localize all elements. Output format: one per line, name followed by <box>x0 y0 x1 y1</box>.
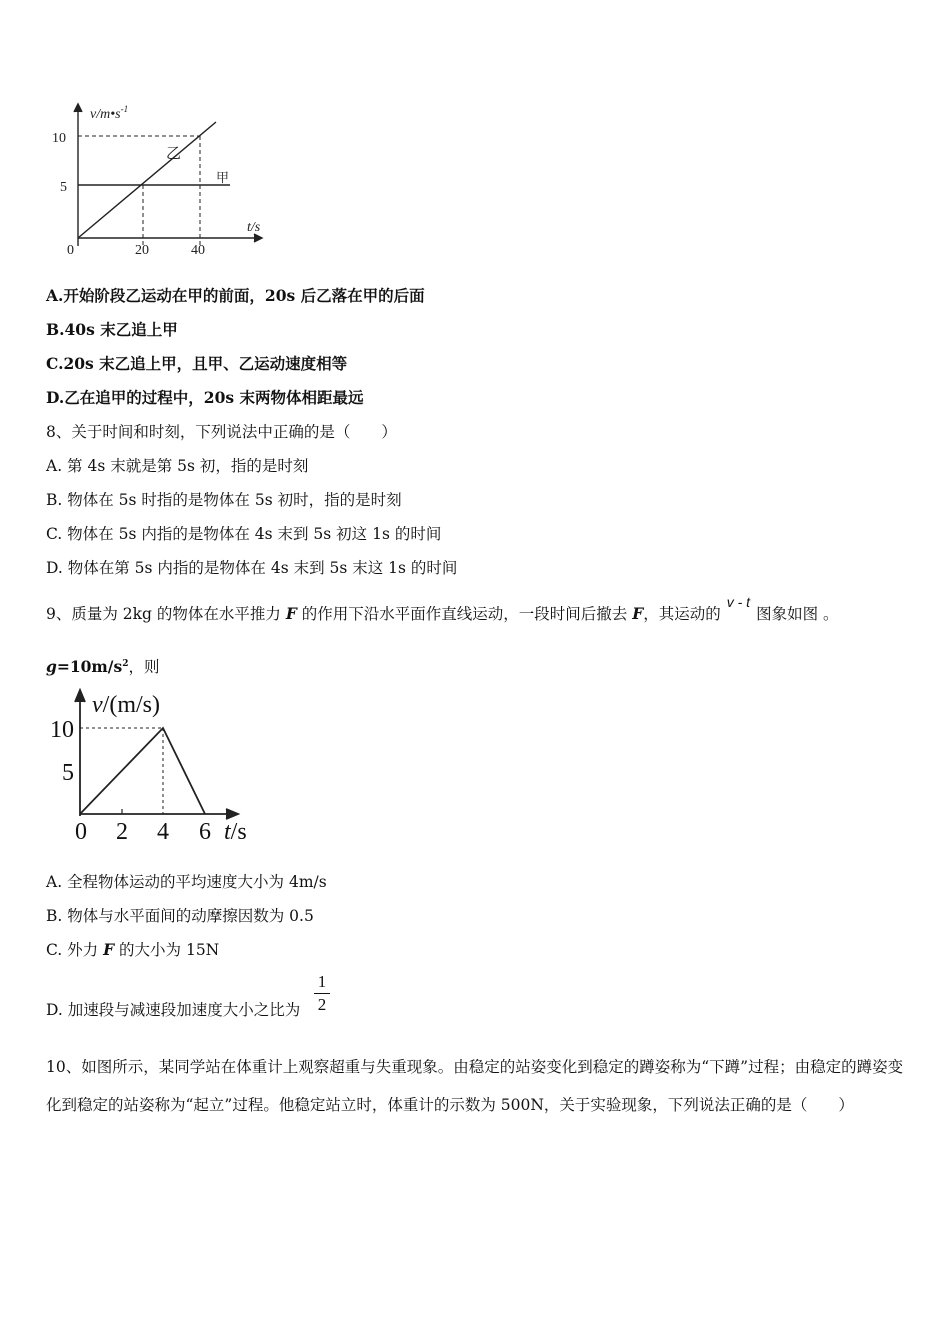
q10-stem: 10、如图所示，某同学站在体重计上观察超重与失重现象。由稳定的站姿变化到稳定的蹲姿称为“下蹲”过程；由稳定的蹲姿变化到稳定的站姿称为“起立”过程。他稳定站立时，体重计的示数为 500N，关于实验现象，下列说法正确的是（ ） <box>46 1058 904 1114</box>
q9-option-c: C. 外力 F 的大小为 15N <box>46 940 220 959</box>
y-axis-label: $v/m•s^{-1}$ <box>90 104 129 122</box>
y-axis-arrow <box>75 690 85 702</box>
x-tick-6: 6 <box>199 819 211 845</box>
q8-option-c: C. 物体在 5s 内指的是物体在 4s 末到 5s 初这 1s 的时间 <box>46 525 442 543</box>
y-axis-label: v/(m/s) <box>92 692 160 718</box>
y-tick-10: 10 <box>50 717 74 743</box>
y-axis-arrow <box>74 104 82 112</box>
q9-option-a: A. 全程物体运动的平均速度大小为 4m/s <box>46 873 327 891</box>
graph-jia-yi-vt <box>40 96 280 266</box>
x-axis-label: t/s <box>224 819 247 845</box>
x-tick-20: 20 <box>135 243 149 258</box>
y-tick-5: 5 <box>60 180 67 195</box>
x-axis-arrow <box>226 809 238 819</box>
x-tick-0: 0 <box>67 243 74 258</box>
line-yi <box>78 122 216 238</box>
q8-option-d: D. 物体在第 5s 内指的是物体在 4s 末到 5s 末这 1s 的时间 <box>46 559 458 577</box>
x-tick-0: 0 <box>75 819 87 845</box>
q7-option-c: C.20s 末乙追上甲，且甲、乙运动速度相等 <box>46 354 348 373</box>
x-tick-2: 2 <box>116 819 128 845</box>
y-tick-10: 10 <box>52 131 66 146</box>
label-yi: 乙 <box>166 146 182 162</box>
x-tick-40: 40 <box>191 243 205 258</box>
q8-option-a: A. 第 4s 末就是第 5s 初，指的是时刻 <box>46 457 309 475</box>
q8-stem: 8、关于时间和时刻，下列说法中正确的是（ ） <box>46 423 397 441</box>
q9-option-b: B. 物体与水平面间的动摩擦因数为 0.5 <box>46 907 314 925</box>
y-tick-5: 5 <box>62 760 74 786</box>
x-axis-label: t/s <box>247 220 261 235</box>
q7-option-d: D.乙在追甲的过程中，20s 末两物体相距最远 <box>46 388 364 407</box>
fraction-one-half: 1 2 <box>314 972 330 1015</box>
x-tick-4: 4 <box>157 819 169 845</box>
q9-stem: 9、质量为 2kg 的物体在水平推力 F 的作用下沿水平面作直线运动，一段时间后撤去 F，其运动的v - t图象如图 。 <box>46 594 839 623</box>
vt-curve <box>80 728 205 814</box>
label-jia: 甲 <box>216 170 230 185</box>
q7-option-a: A.开始阶段乙运动在甲的前面，20s 后乙落在甲的后面 <box>46 286 425 305</box>
q7-option-b: B.40s 末乙追上甲 <box>46 320 178 339</box>
vt-symbol: v - t <box>726 594 751 610</box>
x-axis-arrow <box>254 234 262 242</box>
q9-option-d: D. 加速段与减速段加速度大小之比为 <box>46 1001 301 1019</box>
q8-option-b: B. 物体在 5s 时指的是物体在 5s 初时，指的是时刻 <box>46 491 402 509</box>
graph-q9-vt <box>46 686 276 846</box>
q9-gravity: $g=10m/s^2$，则 <box>46 657 160 677</box>
